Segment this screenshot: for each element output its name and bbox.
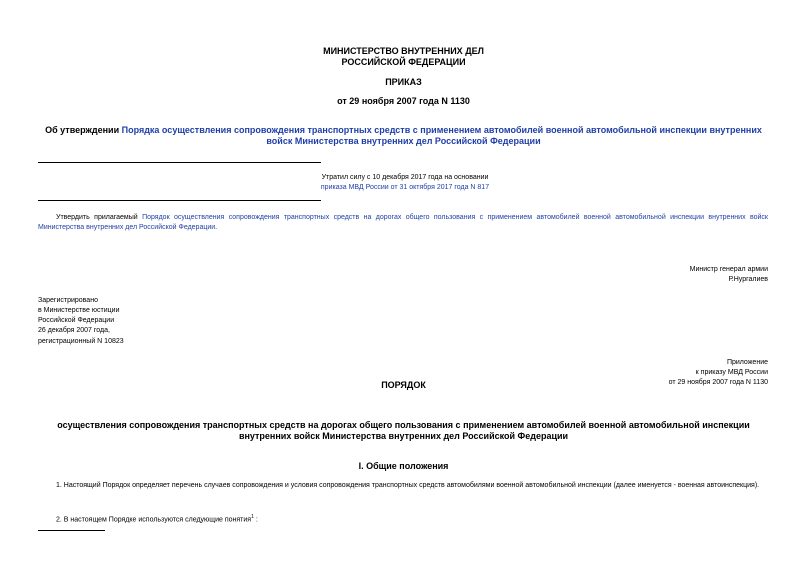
paragraph-2-colon: : xyxy=(255,516,258,524)
footnote-marker[interactable]: 1 xyxy=(251,514,254,520)
separator-bottom xyxy=(38,200,321,201)
approve-link[interactable]: Порядок осуществления сопровождения транспортных средств на дорогах общего пользования с применением автомобилей военной автомобильной инспекции внутренних войск Министерства внутренних дел Российской Федерации xyxy=(38,214,768,231)
ministry-line-2: РОССИЙСКОЙ ФЕДЕРАЦИИ xyxy=(341,57,466,67)
registration-line-2: в Министерстве юстиции xyxy=(38,307,120,314)
ministry-line-1: МИНИСТЕРСТВО ВНУТРЕННИХ ДЕЛ xyxy=(323,46,484,56)
separator-top xyxy=(38,162,321,163)
order-subtitle-line-1: осуществления сопровождения транспортных средств на дорогах общего пользования с применением автомобилей военной автомобильной инспекции xyxy=(57,420,750,430)
registration-line-1: Зарегистрировано xyxy=(38,297,98,304)
footnote-separator xyxy=(38,530,105,531)
title-prefix: Об утверждении xyxy=(45,125,122,135)
order-subtitle-line-2: внутренних войск Министерства внутренних дел Российской Федерации xyxy=(238,431,569,441)
section-paragraph-1: 1. Настоящий Порядок определяет перечень случаев сопровождения и условия сопровождения транспортных средств автомобилями военной автомобильной инспекции (далее именуется - военная автоинспекция). xyxy=(56,482,760,489)
appendix-line-2: к приказу МВД России xyxy=(695,369,768,376)
section-paragraph-2 xyxy=(38,512,768,525)
approve-prefix: Утвердить прилагаемый xyxy=(56,214,143,221)
paragraph-2-text: 2. В настоящем Порядке используются следующие понятия xyxy=(56,516,252,524)
title-link[interactable]: Порядка осуществления сопровождения транспортных средств с применением автомобилей военной автомобильной инспекции внутренних войск Министерства внутренних дел Российской Федерации xyxy=(121,125,762,146)
document-date-number: от 29 ноября 2007 года N 1130 xyxy=(337,96,470,106)
registration-line-3: Российской Федерации xyxy=(38,317,115,324)
approve-suffix: . xyxy=(215,224,218,231)
status-link[interactable]: приказа МВД России от 31 октября 2017 года N 817 xyxy=(320,184,490,191)
registration-line-5: регистрационный N 10823 xyxy=(38,338,124,345)
document-type: ПРИКАЗ xyxy=(385,77,422,87)
registration-line-4: 26 декабря 2007 года, xyxy=(38,327,110,334)
section-heading: I. Общие положения xyxy=(358,461,449,471)
signature-position: Министр генерал армии xyxy=(689,266,768,273)
order-heading: ПОРЯДОК xyxy=(381,380,426,390)
status-line-1: Утратил силу с 10 декабря 2017 года на основании xyxy=(321,174,489,181)
approve-paragraph xyxy=(38,213,768,233)
document-title xyxy=(45,125,762,147)
signature-name: Р.Нургалиев xyxy=(728,276,768,283)
appendix-line-1: Приложение xyxy=(726,359,768,366)
appendix-line-3: от 29 ноября 2007 года N 1130 xyxy=(668,379,768,386)
